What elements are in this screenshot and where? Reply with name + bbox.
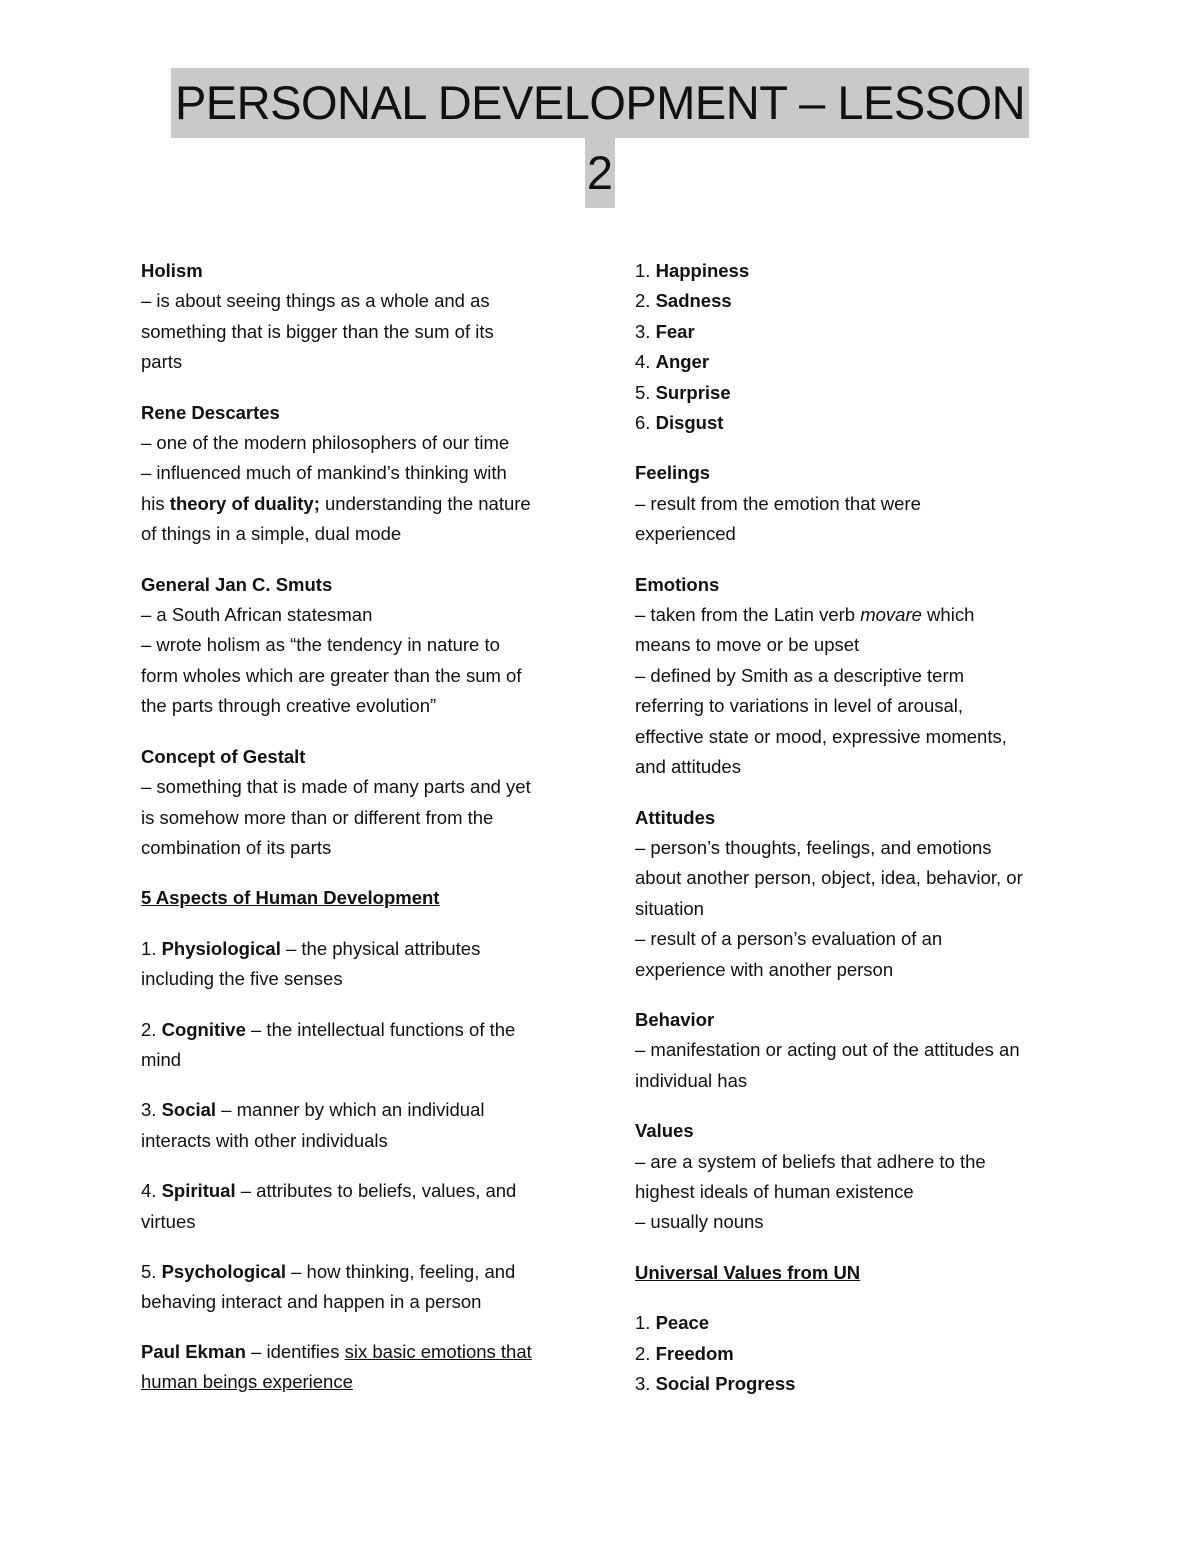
aspect-number: 4. bbox=[141, 1180, 162, 1202]
definition-line: referring to variations in level of arousal, bbox=[635, 695, 964, 717]
definition-line: – something that is made of many parts and yet bbox=[141, 776, 531, 798]
aspect-line bbox=[141, 1095, 571, 1125]
aspect-desc-line: mind bbox=[141, 1048, 182, 1070]
latin-word-movare: movare bbox=[860, 604, 922, 626]
term-feelings: Feelings bbox=[635, 462, 711, 484]
aspect-term: Cognitive bbox=[161, 1018, 246, 1040]
text-run: his bbox=[141, 492, 170, 514]
aspect-item bbox=[141, 1095, 571, 1156]
aspect-item bbox=[141, 934, 571, 995]
aspect-desc: – the physical attributes bbox=[280, 937, 481, 959]
list-item bbox=[635, 286, 1075, 316]
attitudes-section bbox=[635, 803, 1075, 985]
aspect-term: Social bbox=[161, 1099, 217, 1121]
list-number: 1. bbox=[635, 1312, 656, 1334]
aspect-term: Physiological bbox=[161, 937, 281, 959]
definition-line: form wholes which are greater than the sum of bbox=[141, 664, 522, 686]
list-label: Peace bbox=[655, 1312, 710, 1334]
definition-line: – person’s thoughts, feelings, and emotions bbox=[635, 836, 992, 858]
term-jan-smuts: General Jan C. Smuts bbox=[141, 573, 333, 595]
holism-section bbox=[141, 256, 571, 378]
aspect-desc: – attributes to beliefs, values, and bbox=[235, 1180, 517, 1202]
left-column bbox=[141, 256, 571, 1418]
definition-line: – usually nouns bbox=[635, 1211, 764, 1233]
definition-line: – result of a person’s evaluation of an bbox=[635, 928, 943, 950]
definition-line: the parts through creative evolution” bbox=[141, 695, 437, 717]
descartes-section bbox=[141, 398, 571, 550]
list-item bbox=[635, 378, 1075, 408]
six-emotions-underlined-cont: human beings experience bbox=[141, 1371, 353, 1393]
definition-line: experience with another person bbox=[635, 958, 894, 980]
definition-line: individual has bbox=[635, 1069, 748, 1091]
aspect-line bbox=[141, 1257, 571, 1287]
term-rene-descartes: Rene Descartes bbox=[141, 401, 280, 423]
six-emotions-underlined: six basic emotions that bbox=[344, 1340, 532, 1362]
page-title bbox=[0, 68, 1200, 208]
basic-emotions-list bbox=[635, 256, 1075, 438]
definition-line: – influenced much of mankind’s thinking with bbox=[141, 462, 507, 484]
theory-of-duality: theory of duality; bbox=[169, 492, 320, 514]
term-attitudes: Attitudes bbox=[635, 806, 716, 828]
list-label: Freedom bbox=[655, 1342, 734, 1364]
ekman-line bbox=[141, 1337, 571, 1367]
ekman-section bbox=[141, 1337, 571, 1398]
list-number: 1. bbox=[635, 260, 656, 281]
feelings-section bbox=[635, 458, 1075, 549]
aspect-term: Spiritual bbox=[161, 1180, 236, 1202]
text-run: – taken from the Latin verb bbox=[635, 604, 861, 626]
aspect-item bbox=[141, 1176, 571, 1237]
definition-line: – one of the modern philosophers of our time bbox=[141, 432, 510, 454]
list-item bbox=[635, 1339, 1075, 1369]
aspect-number: 2. bbox=[141, 1018, 162, 1040]
definition-line bbox=[141, 489, 571, 519]
aspect-desc-line: interacts with other individuals bbox=[141, 1129, 388, 1151]
definition-line: combination of its parts bbox=[141, 836, 332, 858]
list-number: 4. bbox=[635, 351, 656, 373]
term-emotions: Emotions bbox=[635, 573, 720, 595]
un-values-heading: Universal Values from UN bbox=[635, 1261, 861, 1283]
behavior-section bbox=[635, 1005, 1075, 1096]
definition-line: – are a system of beliefs that adhere to the bbox=[635, 1150, 986, 1172]
list-number: 3. bbox=[635, 320, 656, 342]
term-paul-ekman: Paul Ekman bbox=[141, 1340, 246, 1362]
smuts-section bbox=[141, 570, 571, 722]
title-line-1: PERSONAL DEVELOPMENT – LESSON bbox=[171, 68, 1029, 138]
definition-line: – result from the emotion that were bbox=[635, 492, 921, 514]
definition-line: about another person, object, idea, behavior, or bbox=[635, 867, 1023, 889]
list-item bbox=[635, 256, 1075, 286]
list-item bbox=[635, 317, 1075, 347]
aspect-line bbox=[141, 934, 571, 964]
list-label: Surprise bbox=[655, 381, 731, 403]
list-label: Happiness bbox=[655, 260, 750, 281]
aspects-heading: 5 Aspects of Human Development bbox=[141, 887, 440, 909]
values-section bbox=[635, 1116, 1075, 1238]
definition-line bbox=[635, 600, 1075, 630]
list-label: Disgust bbox=[655, 412, 724, 434]
term-values: Values bbox=[635, 1120, 694, 1142]
text-run: which bbox=[921, 604, 975, 626]
gestalt-section bbox=[141, 742, 571, 864]
definition-line: of things in a simple, dual mode bbox=[141, 523, 402, 545]
aspect-desc: – how thinking, feeling, and bbox=[285, 1260, 516, 1282]
list-item bbox=[635, 408, 1075, 438]
aspect-desc-line: behaving interact and happen in a person bbox=[141, 1291, 482, 1313]
aspect-term: Psychological bbox=[161, 1260, 286, 1282]
aspect-line bbox=[141, 1015, 571, 1045]
text-run: – identifies bbox=[245, 1340, 345, 1362]
aspect-item bbox=[141, 1257, 571, 1318]
aspect-desc: – manner by which an individual bbox=[216, 1099, 485, 1121]
un-heading-block bbox=[635, 1258, 1075, 1288]
list-label: Social Progress bbox=[655, 1373, 796, 1394]
list-label: Fear bbox=[655, 320, 695, 342]
title-line-2: 2 bbox=[585, 138, 615, 208]
text-run: understanding the nature bbox=[319, 492, 531, 514]
definition-line: and attitudes bbox=[635, 756, 741, 778]
term-gestalt: Concept of Gestalt bbox=[141, 745, 306, 767]
list-number: 5. bbox=[635, 381, 656, 403]
aspect-number: 5. bbox=[141, 1260, 162, 1282]
aspect-line bbox=[141, 1176, 571, 1206]
definition-line: – manifestation or acting out of the attitudes an bbox=[635, 1039, 1020, 1061]
definition-line: parts bbox=[141, 351, 183, 373]
list-item bbox=[635, 1308, 1075, 1338]
definition-line: – is about seeing things as a whole and as bbox=[141, 290, 490, 312]
definition-line: – wrote holism as “the tendency in nature to bbox=[141, 634, 500, 656]
definition-line: situation bbox=[635, 897, 704, 919]
list-number: 2. bbox=[635, 290, 656, 312]
definition-line: experienced bbox=[635, 523, 736, 545]
definition-line: – defined by Smith as a descriptive term bbox=[635, 664, 965, 686]
definition-line: something that is bigger than the sum of its bbox=[141, 320, 494, 342]
aspect-desc-line: virtues bbox=[141, 1210, 196, 1232]
list-item bbox=[635, 1369, 1075, 1399]
definition-line: is somehow more than or different from the bbox=[141, 806, 494, 828]
aspect-desc: – the intellectual functions of the bbox=[245, 1018, 516, 1040]
definition-line: means to move or be upset bbox=[635, 634, 860, 656]
aspects-heading-block bbox=[141, 883, 571, 913]
aspect-desc-line: including the five senses bbox=[141, 968, 343, 990]
list-number: 2. bbox=[635, 1342, 656, 1364]
list-item bbox=[635, 347, 1075, 377]
term-behavior: Behavior bbox=[635, 1008, 715, 1030]
definition-line: – a South African statesman bbox=[141, 604, 373, 626]
list-label: Sadness bbox=[655, 290, 732, 312]
definition-line: highest ideals of human existence bbox=[635, 1180, 914, 1202]
list-number: 6. bbox=[635, 412, 656, 434]
list-number: 3. bbox=[635, 1373, 656, 1394]
un-values-list bbox=[635, 1308, 1075, 1399]
aspect-number: 1. bbox=[141, 937, 162, 959]
term-holism: Holism bbox=[141, 260, 203, 281]
right-column bbox=[635, 256, 1075, 1419]
aspect-item bbox=[141, 1015, 571, 1076]
definition-line: effective state or mood, expressive moments, bbox=[635, 725, 1007, 747]
list-label: Anger bbox=[655, 351, 710, 373]
aspect-number: 3. bbox=[141, 1099, 162, 1121]
emotions-section bbox=[635, 570, 1075, 783]
